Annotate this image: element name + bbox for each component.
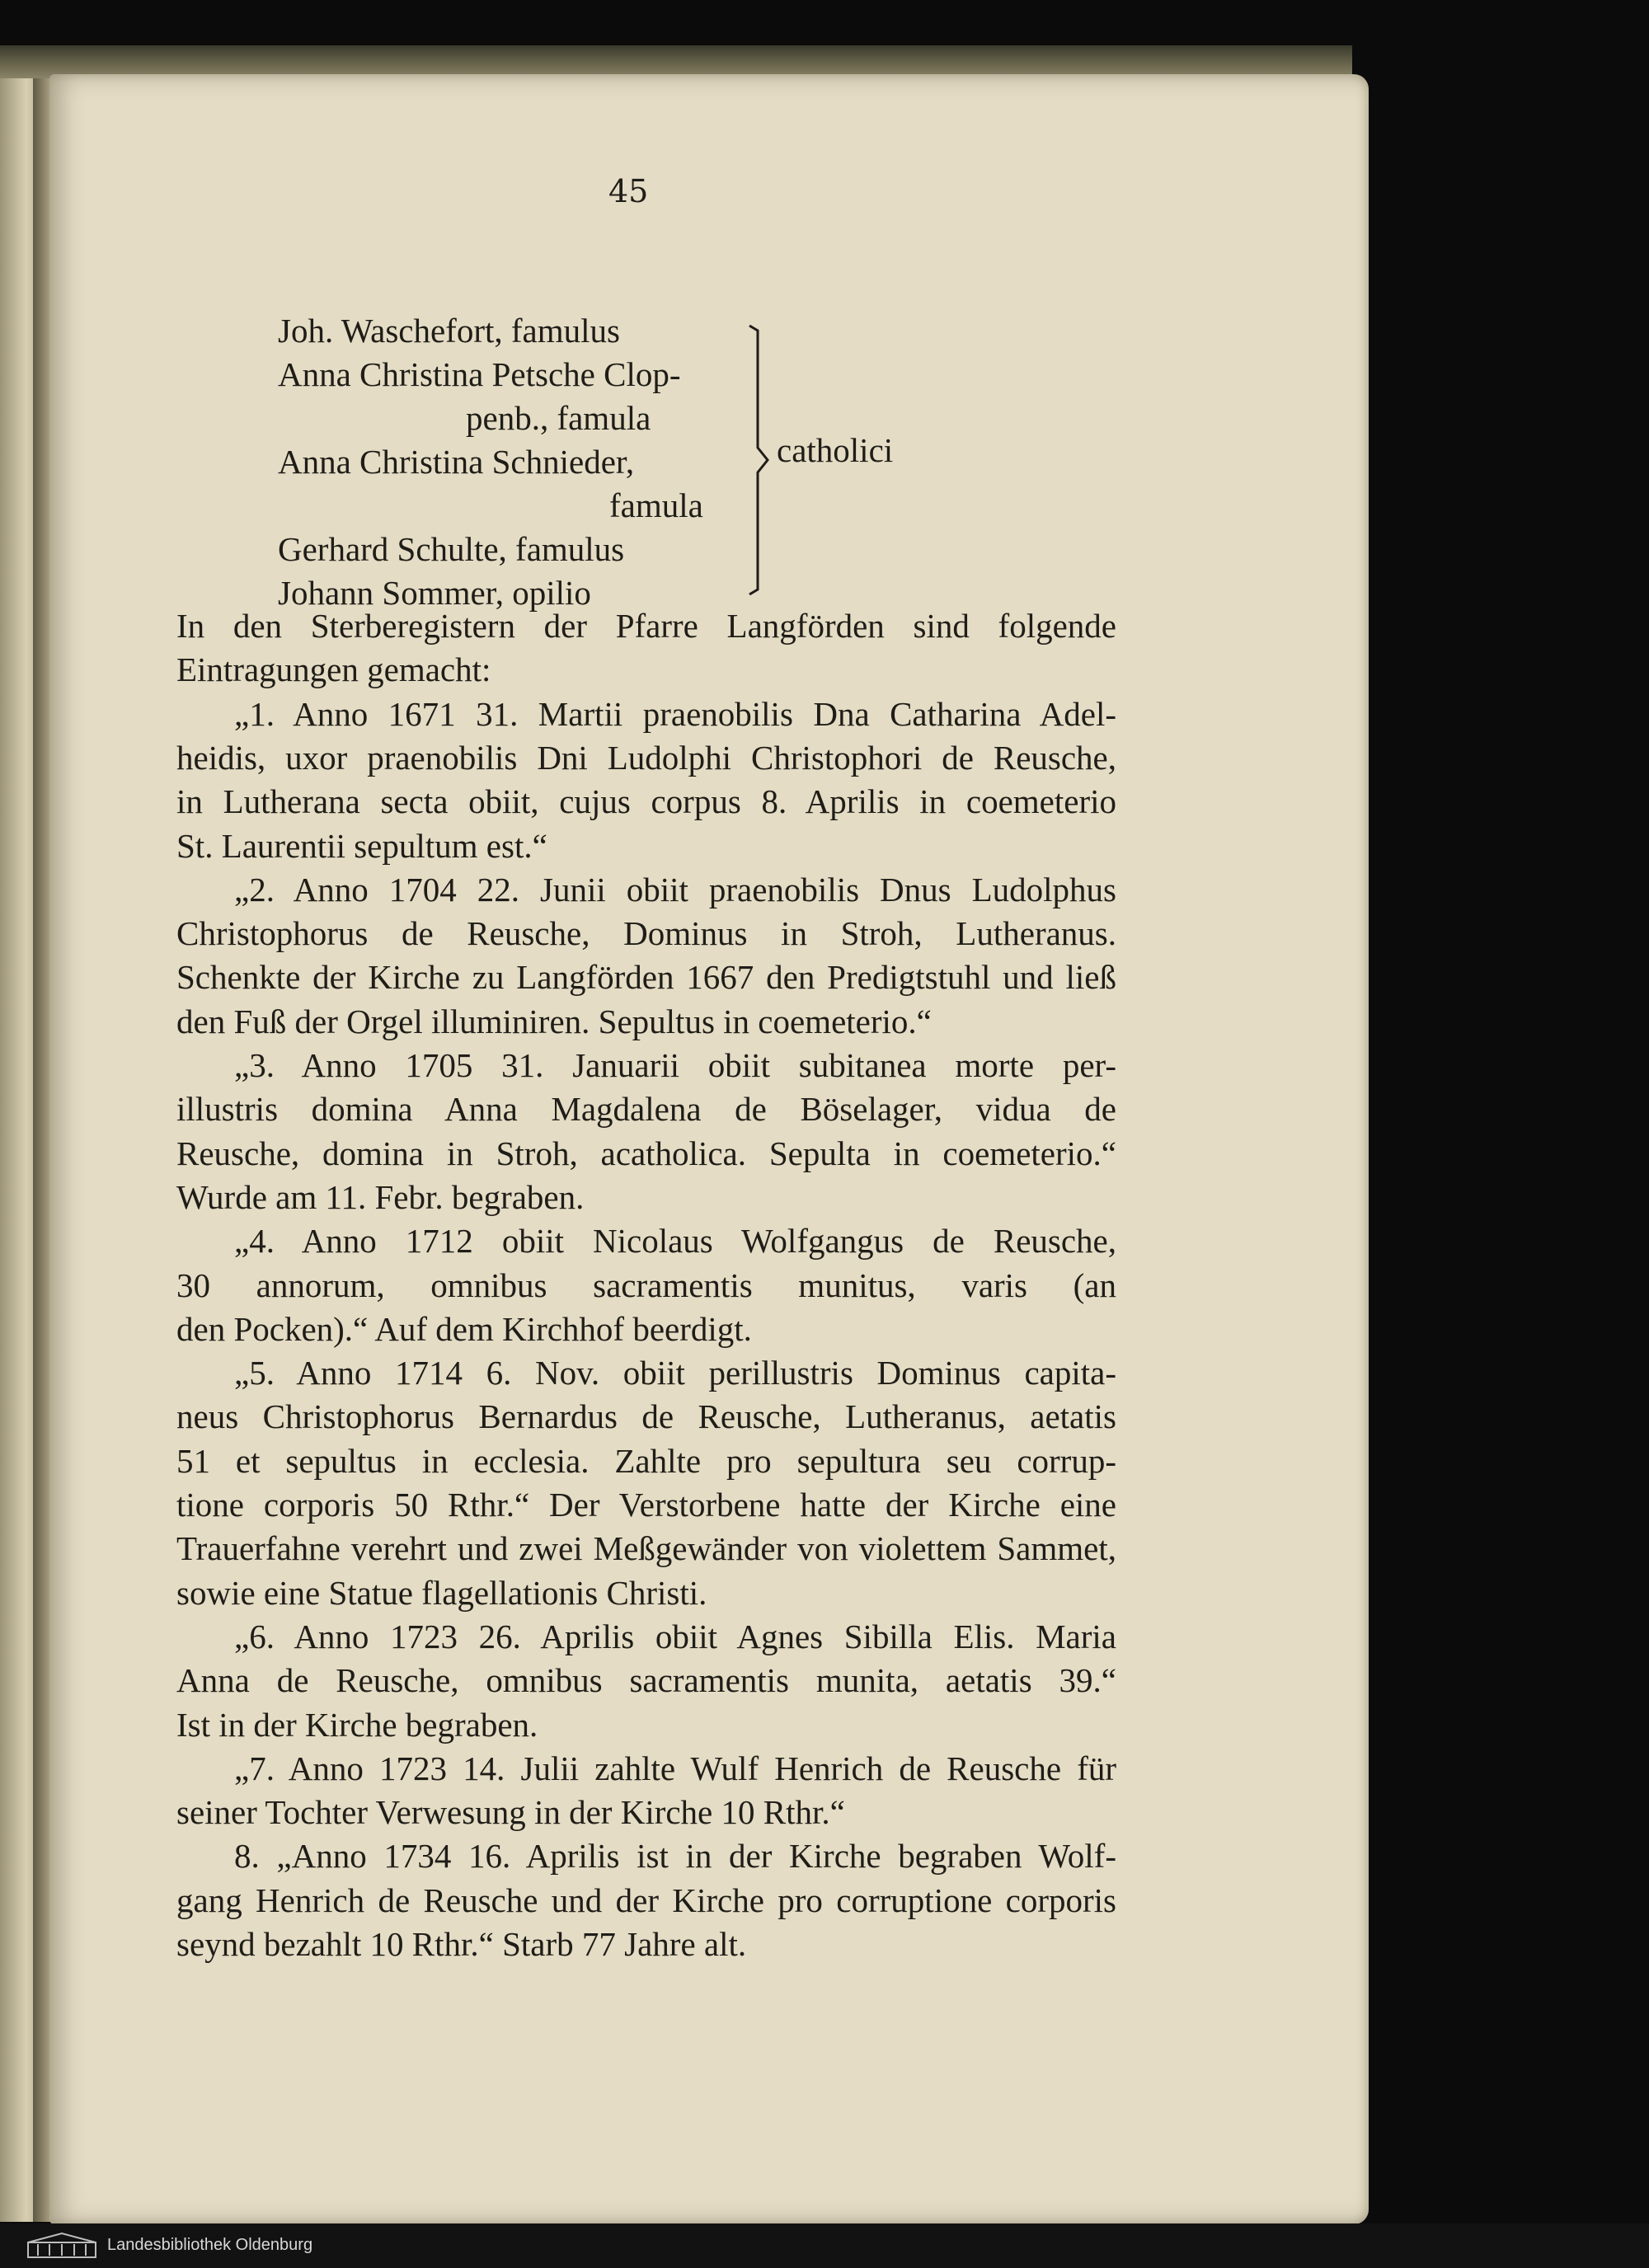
text-line: In den Sterberegistern der Pfarre Langförden sind folgende xyxy=(176,607,1116,645)
text-line: „3. Anno 1705 31. Januarii obiit subitanea morte per- xyxy=(234,1046,1116,1084)
list-item: Johann Sommer, opilio xyxy=(278,574,591,612)
text-line: 30 annorum, omnibus sacramentis munitus, varis (an xyxy=(176,1266,1116,1304)
text-line: 51 et sepultus in ecclesia. Zahlte pro sepultura seu corrup- xyxy=(176,1442,1116,1480)
text-line: Trauerfahne verehrt und zwei Meßgewänder von violettem Sammet, xyxy=(176,1529,1116,1567)
text-line: „1. Anno 1671 31. Martii praenobilis Dna Catharina Adel- xyxy=(234,695,1116,733)
text-line: neus Christophorus Bernardus de Reusche, Lutheranus, aetatis xyxy=(176,1397,1116,1435)
name-list xyxy=(278,312,1102,612)
list-item: Anna Christina Petsche Clop- xyxy=(278,355,681,393)
list-item: penb., famula xyxy=(466,399,651,437)
library-logo-icon xyxy=(25,2231,99,2261)
text-line: Schenkte der Kirche zu Langförden 1667 den Predigtstuhl und ließ xyxy=(176,958,1116,996)
page-number: 45 xyxy=(608,173,649,209)
text-line: St. Laurentii sepultum est.“ xyxy=(176,827,547,865)
text-line: Eintragungen gemacht: xyxy=(176,650,491,688)
text-line: Reusche, domina in Stroh, acatholica. Sepulta in coemeterio.“ xyxy=(176,1134,1116,1172)
text-line: in Lutherana secta obiit, cujus corpus 8. Aprilis in coemeterio xyxy=(176,782,1116,820)
text-line: „4. Anno 1712 obiit Nicolaus Wolfgangus de Reusche, xyxy=(234,1222,1116,1260)
text-line: sowie eine Statue flagellationis Christi. xyxy=(176,1574,707,1612)
list-item: famula xyxy=(609,486,703,524)
brace-icon xyxy=(746,324,779,596)
text-line: tione corporis 50 Rthr.“ Der Verstorbene hatte der Kirche eine xyxy=(176,1486,1116,1524)
text-line: seynd bezahlt 10 Rthr.“ Starb 77 Jahre alt. xyxy=(176,1925,747,1963)
text-line: gang Henrich de Reusche und der Kirche pro corruptione corporis xyxy=(176,1881,1116,1919)
library-credit: Landesbibliothek Oldenburg xyxy=(107,2236,313,2254)
text-line: heidis, uxor praenobilis Dni Ludolphi Christophori de Reusche, xyxy=(176,739,1116,777)
text-line: Wurde am 11. Febr. begraben. xyxy=(176,1178,585,1216)
text-line: 8. „Anno 1734 16. Aprilis ist in der Kirche begraben Wolf- xyxy=(234,1837,1116,1875)
text-line: illustris domina Anna Magdalena de Böselager, vidua de xyxy=(176,1090,1116,1128)
list-item: Anna Christina Schnieder, xyxy=(278,443,635,481)
text-line: den Fuß der Orgel illuminiren. Sepultus in coemeterio.“ xyxy=(176,1003,932,1040)
book-top-edge xyxy=(0,45,1352,78)
text-line: Ist in der Kirche begraben. xyxy=(176,1706,538,1744)
text-line: seiner Tochter Verwesung in der Kirche 10 Rthr.“ xyxy=(176,1793,845,1831)
text-line: „7. Anno 1723 14. Julii zahlte Wulf Henrich de Reusche für xyxy=(234,1749,1116,1787)
group-label: catholici xyxy=(777,431,894,469)
text-line: „6. Anno 1723 26. Aprilis obiit Agnes Sibilla Elis. Maria xyxy=(234,1618,1116,1655)
text-line: Anna de Reusche, omnibus sacramentis munita, aetatis 39.“ xyxy=(176,1661,1116,1699)
list-item: Joh. Waschefort, famulus xyxy=(278,312,620,350)
text-line: „2. Anno 1704 22. Junii obiit praenobilis Dnus Ludolphus xyxy=(234,871,1116,909)
text-line: „5. Anno 1714 6. Nov. obiit perillustris Dominus capita- xyxy=(234,1354,1116,1392)
list-item: Gerhard Schulte, famulus xyxy=(278,530,625,568)
text-line: Christophorus de Reusche, Dominus in Stroh, Lutheranus. xyxy=(176,914,1116,952)
text-line: den Pocken).“ Auf dem Kirchhof beerdigt. xyxy=(176,1310,752,1348)
